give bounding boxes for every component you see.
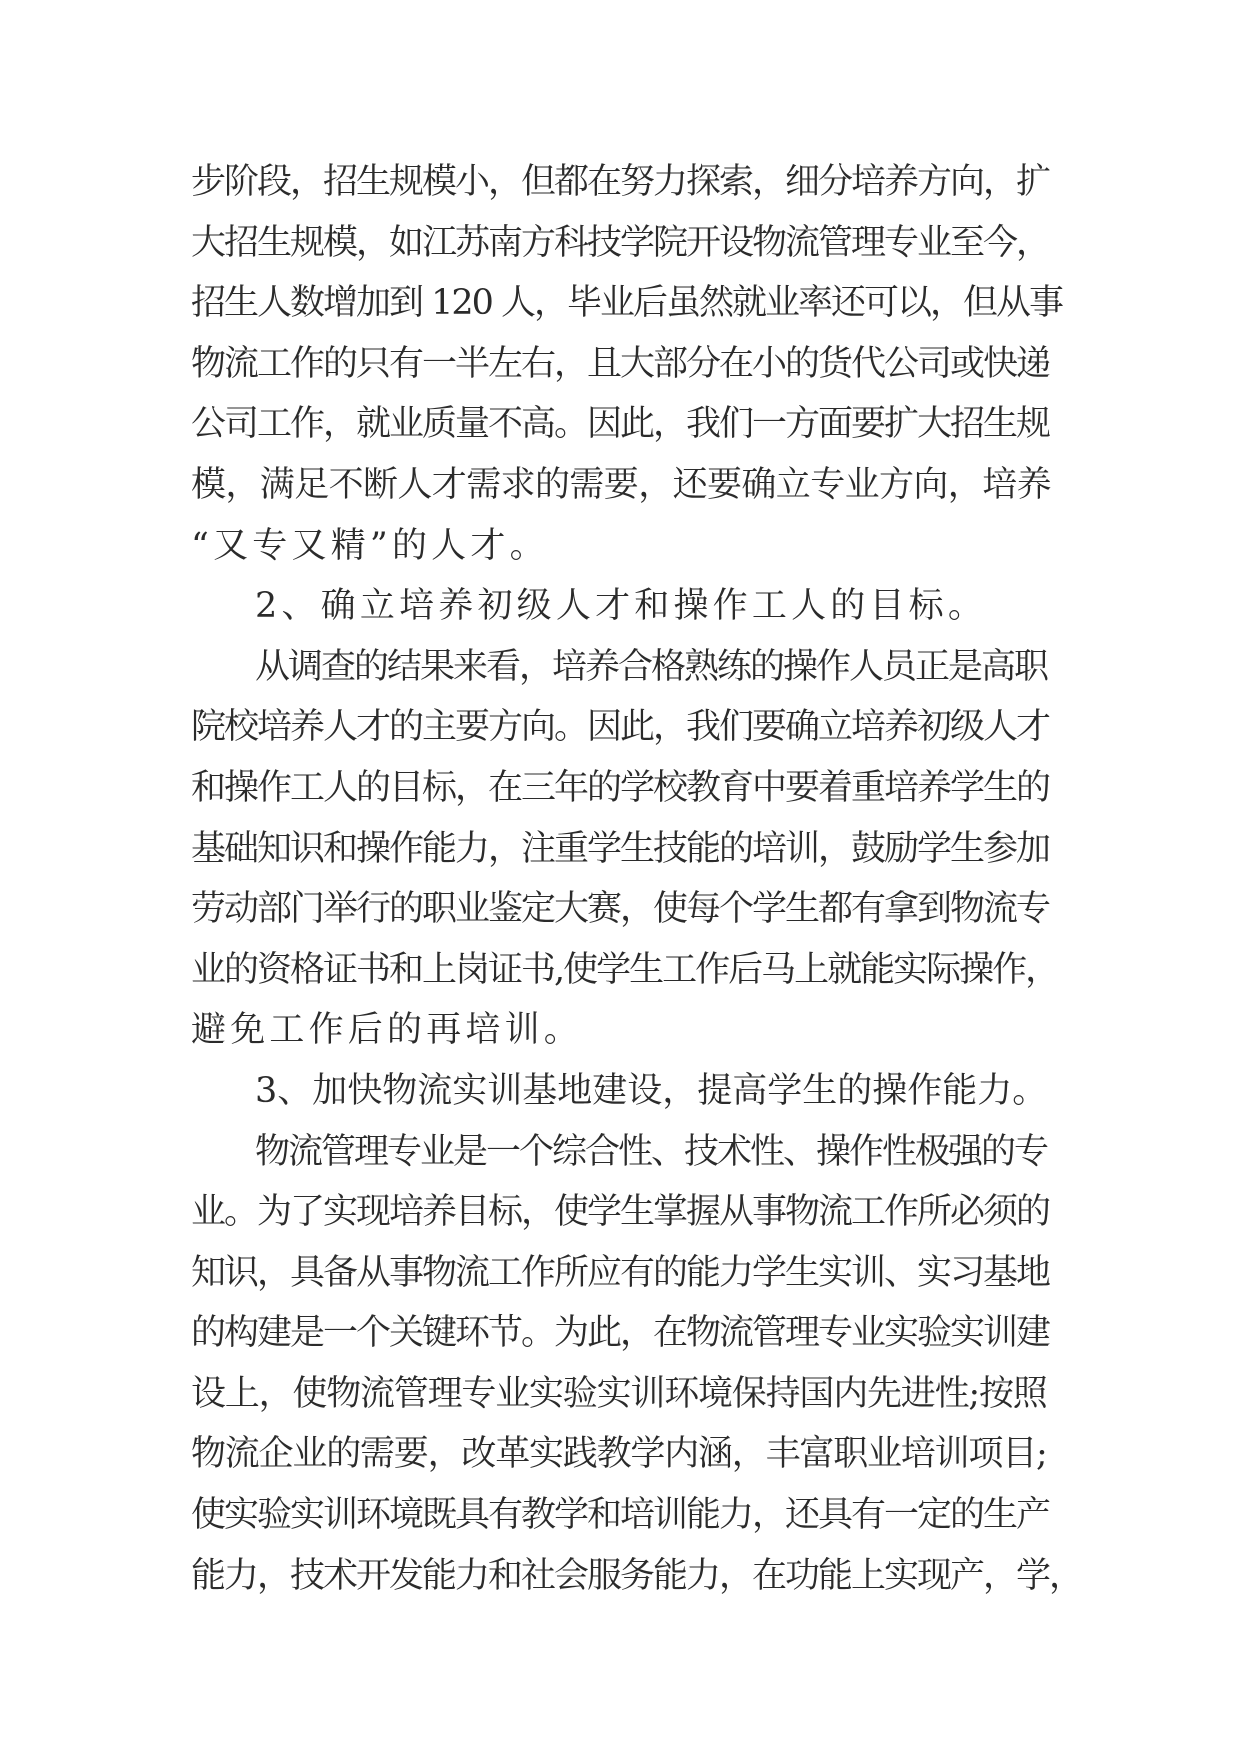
text-line: 物流工作的只有一半左右，且大部分在小的货代公司或快递	[191, 343, 1050, 384]
text-line: “又专又精”的人才。	[191, 525, 549, 566]
text-line: 招生人数增加到 120 人，毕业后虽然就业率还可以，但从事	[191, 283, 1063, 324]
section-heading-3: 3、加快物流实训基地建设，提高学生的操作能力。	[255, 1070, 1048, 1111]
text-line: 物流企业的需要，改革实践教学内涵，丰富职业培训项目;	[191, 1434, 1047, 1475]
text-line: 从调查的结果来看，培养合格熟练的操作人员正是高职	[255, 646, 1048, 687]
text-line: 基础知识和操作能力，注重学生技能的培训，鼓励学生参加	[191, 828, 1050, 869]
text-line: 劳动部门举行的职业鉴定大赛，使每个学生都有拿到物流专	[191, 889, 1050, 930]
text-line: 和操作工人的目标，在三年的学校教育中要着重培养学生的	[191, 767, 1050, 808]
text-line: 使实验实训环境既具有教学和培训能力，还具有一定的生产	[191, 1495, 1050, 1536]
text-line: 物流管理专业是一个综合性、技术性、操作性极强的专	[255, 1131, 1048, 1172]
text-line: 业的资格证书和上岗证书,使学生工作后马上就能实际操作，	[191, 949, 1059, 990]
text-line: 公司工作，就业质量不高。因此，我们一方面要扩大招生规	[191, 404, 1050, 445]
text-line: 的构建是一个关键环节。为此，在物流管理专业实验实训建	[191, 1313, 1050, 1354]
text-line: 模，满足不断人才需求的需要，还要确立专业方向，培养	[191, 464, 1052, 505]
text-line: 院校培养人才的主要方向。因此，我们要确立培养初级人才	[191, 707, 1050, 748]
text-line: 知识，具备从事物流工作所应有的能力学生实训、实习基地	[191, 1252, 1050, 1293]
document-body	[191, 152, 1083, 1606]
text-line: 避免工作后的再培训。	[191, 1010, 584, 1051]
text-line: 能力，技术开发能力和社会服务能力，在功能上实现产，学，	[191, 1555, 1083, 1596]
text-line: 大招生规模，如江苏南方科技学院开设物流管理专业至今，	[191, 222, 1050, 263]
text-line: 步阶段，招生规模小，但都在努力探索，细分培养方向，扩	[191, 162, 1050, 202]
text-line: 业。为了实现培养目标，使学生掌握从事物流工作所必须的	[191, 1192, 1050, 1233]
text-line: 设上，使物流管理专业实验实训环境保持国内先进性;按照	[191, 1373, 1047, 1414]
section-heading-2: 2、确立培养初级人才和操作工人的目标。	[255, 586, 988, 627]
